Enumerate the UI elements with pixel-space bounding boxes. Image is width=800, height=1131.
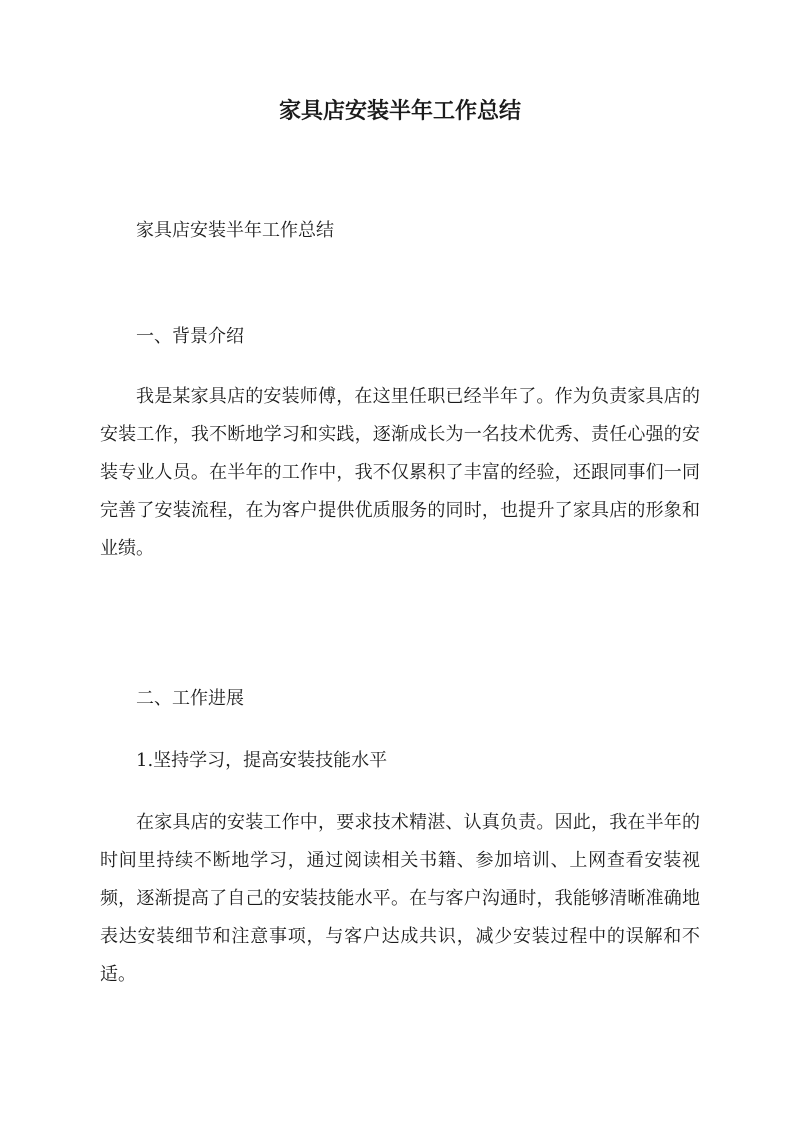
subheading-learning: 1.坚持学习，提高安装技能水平 <box>136 750 388 771</box>
paragraph-background: 我是某家具店的安装师傅，在这里任职已经半年了。作为负责家具店的安装工作，我不断地学习和实践，逐渐成长为一名技术优秀、责任心强的安装专业人员。在半年的工作中，我不仅累积了丰富的经验，还跟同事们一同完善了安装流程，在为客户提供优质服务的同时，也提升了家具店的形象和业绩。 <box>100 386 700 559</box>
section-heading-background: 一、背景介绍 <box>136 326 244 347</box>
section-heading-progress: 二、工作进展 <box>136 688 244 709</box>
document-subtitle: 家具店安装半年工作总结 <box>136 220 334 241</box>
paragraph-learning: 在家具店的安装工作中，要求技术精湛、认真负责。因此，我在半年的时间里持续不断地学习，通过阅读相关书籍、参加培训、上网查看安装视频，逐渐提高了自己的安装技能水平。在与客户沟通时，我能够清晰准确地表达安装细节和注意事项，与客户达成共识，减少安装过程中的误解和不适。 <box>100 812 700 985</box>
document-title: 家具店安装半年工作总结 <box>278 98 521 124</box>
